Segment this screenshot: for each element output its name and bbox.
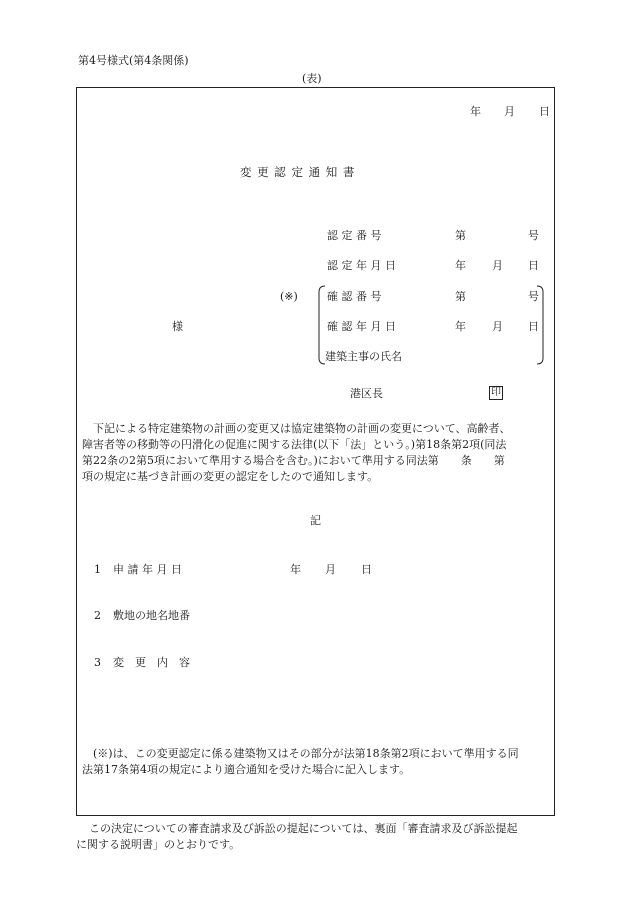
item-label: 申 請 年 月 日 xyxy=(113,563,182,576)
form-number: 第4号様式(第4条関係) xyxy=(78,54,189,67)
item-number: 1 xyxy=(94,563,101,576)
item-label: 敷地の地名地番 xyxy=(113,609,190,622)
item-label: 変 更 内 容 xyxy=(113,656,190,669)
row-label: 建築主事の氏名 xyxy=(325,350,402,363)
row-value: 年 xyxy=(455,259,466,272)
row-label: 確 認 年 月 日 xyxy=(327,320,396,333)
item-month: 月 xyxy=(325,563,336,576)
seal-mark: 印 xyxy=(491,387,501,398)
ki-heading: 記 xyxy=(310,514,321,527)
row-value: 日 xyxy=(528,259,539,272)
row-value: 日 xyxy=(528,320,539,333)
body-line: 項の規定に基づき計画の変更の認定をしたので通知します。 xyxy=(82,470,379,483)
note-mark: (※) xyxy=(280,290,298,303)
row-value: 号 xyxy=(528,290,539,303)
form-frame xyxy=(76,87,555,816)
body-line: 障害者等の移動等の円滑化の促進に関する法律(以下「法」という。)第18条第2項(同法 xyxy=(82,438,507,451)
note-line: (※)は、この変更認定に係る建築物又はその部分が法第18条第2項において準用する同 xyxy=(93,747,519,760)
row-value: 月 xyxy=(492,259,503,272)
row-value: 第 xyxy=(455,229,466,242)
row-label: 認 定 番 号 xyxy=(327,229,382,242)
document-title: 変 更 認 定 通 知 書 xyxy=(240,165,356,179)
row-label: 確 認 番 号 xyxy=(327,290,382,303)
body-line: 下記による特定建築物の計画の変更又は協定建築物の計画の変更について、高齢者、 xyxy=(93,422,511,435)
date-year: 年 xyxy=(470,105,481,118)
face-label: (表) xyxy=(302,72,322,85)
body-line: 第22条の2第5項において準用する場合を含む。)において準用する同法第 条 第 xyxy=(82,454,505,467)
date-day: 日 xyxy=(539,105,550,118)
item-number: 2 xyxy=(94,609,101,622)
row-value: 月 xyxy=(492,320,503,333)
row-value: 号 xyxy=(528,229,539,242)
item-day: 日 xyxy=(361,563,372,576)
footer-line: この決定についての審査請求及び訴訟の提起については、裏面「審査請求及び訴訟提起 xyxy=(89,822,518,835)
item-year: 年 xyxy=(290,563,301,576)
date-month: 月 xyxy=(504,105,515,118)
mayor-title: 港区長 xyxy=(350,387,383,400)
footer-line: に関する説明書」のとおりです。 xyxy=(76,838,241,851)
row-value: 第 xyxy=(455,290,466,303)
item-number: 3 xyxy=(94,656,101,669)
row-label: 認 定 年 月 日 xyxy=(327,259,396,272)
note-line: 法第17条第4項の規定により適合通知を受けた場合に記入します。 xyxy=(82,763,411,776)
row-value: 年 xyxy=(455,320,466,333)
addressee-suffix: 様 xyxy=(172,320,183,333)
